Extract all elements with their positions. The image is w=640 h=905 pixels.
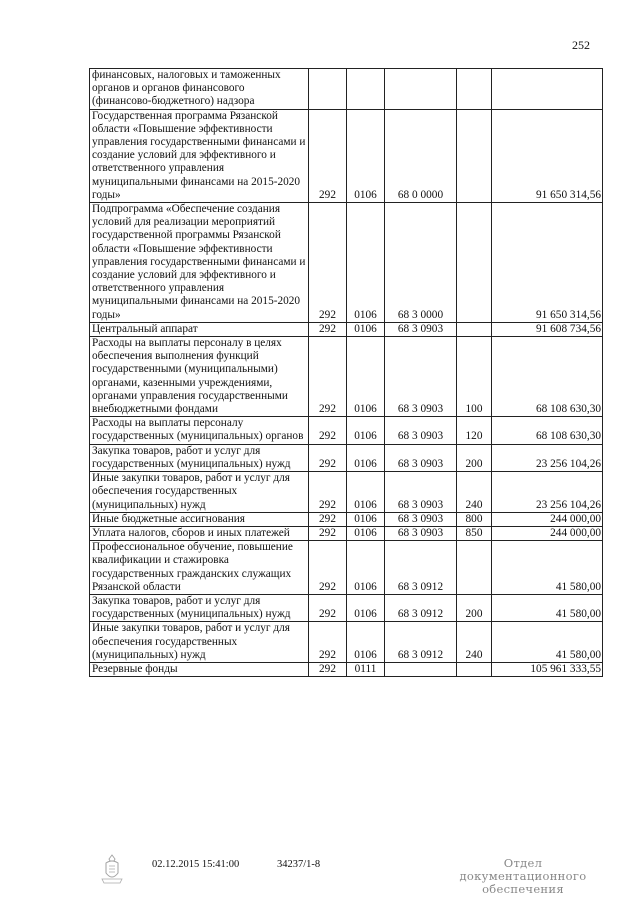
cell-name: Резервные фонды xyxy=(90,662,309,676)
page-footer xyxy=(0,853,640,896)
cell-name: Профессиональное обучение, повышение квалификации и стажировка государственных гражданских служащих Рязанской области xyxy=(90,541,309,595)
cell-code: 292 xyxy=(309,512,347,526)
cell-code: 292 xyxy=(309,322,347,336)
cell-code: 292 xyxy=(309,526,347,540)
cell-section: 0106 xyxy=(347,526,385,540)
table-row xyxy=(90,526,603,540)
cell-expense-type: 240 xyxy=(457,472,492,513)
crest-icon xyxy=(99,853,125,885)
stamp-line-2: обеспечения xyxy=(482,882,564,896)
cell-expense-type xyxy=(457,541,492,595)
table-row xyxy=(90,622,603,663)
cell-name: Уплата налогов, сборов и иных платежей xyxy=(90,526,309,540)
cell-section: 0106 xyxy=(347,472,385,513)
stamp-line-1: Отдел документационного xyxy=(459,856,587,883)
cell-expense-type xyxy=(457,203,492,323)
budget-table-wrapper xyxy=(89,68,603,677)
cell-section: 0106 xyxy=(347,203,385,323)
cell-section: 0106 xyxy=(347,417,385,444)
cell-section: 0106 xyxy=(347,337,385,417)
cell-code: 292 xyxy=(309,622,347,663)
table-row xyxy=(90,594,603,621)
cell-section: 0111 xyxy=(347,662,385,676)
cell-expense-type: 800 xyxy=(457,512,492,526)
cell-amount xyxy=(492,69,603,110)
table-row xyxy=(90,541,603,595)
cell-name: Иные закупки товаров, работ и услуг для обеспечения государственных (муниципальных) нужд xyxy=(90,472,309,513)
cell-expense-type: 240 xyxy=(457,622,492,663)
cell-code: 292 xyxy=(309,444,347,471)
cell-name: Центральный аппарат xyxy=(90,322,309,336)
cell-amount: 68 108 630,30 xyxy=(492,417,603,444)
cell-target-article: 68 3 0912 xyxy=(385,594,457,621)
table-row xyxy=(90,322,603,336)
cell-target-article: 68 3 0000 xyxy=(385,203,457,323)
cell-target-article xyxy=(385,662,457,676)
budget-table xyxy=(89,68,603,677)
cell-code: 292 xyxy=(309,541,347,595)
cell-target-article: 68 3 0903 xyxy=(385,337,457,417)
cell-code: 292 xyxy=(309,594,347,621)
cell-expense-type: 850 xyxy=(457,526,492,540)
cell-name: финансовых, налоговых и таможенных органов и органов финансового (финансово-бюджетного) надзора xyxy=(90,69,309,110)
cell-section: 0106 xyxy=(347,594,385,621)
table-row xyxy=(90,69,603,110)
table-row xyxy=(90,444,603,471)
cell-name: Закупка товаров, работ и услуг для государственных (муниципальных) нужд xyxy=(90,444,309,471)
budget-table-body xyxy=(90,69,603,677)
cell-section: 0106 xyxy=(347,622,385,663)
cell-code: 292 xyxy=(309,472,347,513)
table-row xyxy=(90,203,603,323)
cell-amount: 68 108 630,30 xyxy=(492,337,603,417)
department-stamp xyxy=(448,857,598,896)
cell-expense-type: 200 xyxy=(457,444,492,471)
cell-amount: 244 000,00 xyxy=(492,512,603,526)
cell-section: 0106 xyxy=(347,444,385,471)
cell-amount: 23 256 104,26 xyxy=(492,444,603,471)
cell-target-article: 68 3 0903 xyxy=(385,417,457,444)
footer-doc-number: 34237/1-8 xyxy=(277,859,321,870)
table-row xyxy=(90,472,603,513)
cell-expense-type xyxy=(457,109,492,202)
cell-target-article: 68 3 0903 xyxy=(385,512,457,526)
cell-amount: 41 580,00 xyxy=(492,594,603,621)
table-row xyxy=(90,662,603,676)
cell-expense-type xyxy=(457,322,492,336)
cell-expense-type xyxy=(457,662,492,676)
cell-expense-type xyxy=(457,69,492,110)
cell-code: 292 xyxy=(309,203,347,323)
cell-code: 292 xyxy=(309,662,347,676)
table-row xyxy=(90,512,603,526)
table-row xyxy=(90,109,603,202)
cell-amount: 23 256 104,26 xyxy=(492,472,603,513)
table-row xyxy=(90,337,603,417)
cell-target-article: 68 3 0903 xyxy=(385,526,457,540)
cell-section: 0106 xyxy=(347,322,385,336)
table-row xyxy=(90,417,603,444)
cell-amount: 91 650 314,56 xyxy=(492,203,603,323)
page-number: 252 xyxy=(572,38,590,52)
cell-target-article: 68 0 0000 xyxy=(385,109,457,202)
cell-name: Государственная программа Рязанской области «Повышение эффективности управления государственными финансами и создание условий для эффективного и ответственного управления муниципальными финансами на 2015-2020 годы» xyxy=(90,109,309,202)
cell-amount: 41 580,00 xyxy=(492,541,603,595)
cell-target-article: 68 3 0912 xyxy=(385,622,457,663)
cell-name: Иные бюджетные ассигнования xyxy=(90,512,309,526)
cell-name: Расходы на выплаты персоналу в целях обеспечения выполнения функций государственными (муниципальными) органами, казенными учреждениями, органами управления государственными внебюджетными фондами xyxy=(90,337,309,417)
cell-name: Закупка товаров, работ и услуг для государственных (муниципальных) нужд xyxy=(90,594,309,621)
cell-code: 292 xyxy=(309,109,347,202)
cell-name: Иные закупки товаров, работ и услуг для обеспечения государственных (муниципальных) нужд xyxy=(90,622,309,663)
cell-expense-type: 120 xyxy=(457,417,492,444)
cell-code: 292 xyxy=(309,337,347,417)
cell-section: 0106 xyxy=(347,109,385,202)
cell-code: 292 xyxy=(309,417,347,444)
cell-name: Расходы на выплаты персоналу государственных (муниципальных) органов xyxy=(90,417,309,444)
cell-expense-type: 100 xyxy=(457,337,492,417)
cell-target-article: 68 3 0903 xyxy=(385,472,457,513)
cell-amount: 244 000,00 xyxy=(492,526,603,540)
cell-amount: 41 580,00 xyxy=(492,622,603,663)
cell-section: 0106 xyxy=(347,512,385,526)
cell-amount: 105 961 333,55 xyxy=(492,662,603,676)
cell-amount: 91 608 734,56 xyxy=(492,322,603,336)
cell-section xyxy=(347,69,385,110)
cell-section: 0106 xyxy=(347,541,385,595)
cell-code xyxy=(309,69,347,110)
cell-target-article: 68 3 0903 xyxy=(385,444,457,471)
cell-target-article: 68 3 0912 xyxy=(385,541,457,595)
cell-name: Подпрограмма «Обеспечение создания условий для реализации мероприятий государственной программы Рязанской области «Повышение эффективности управления государственными финансами и создание условий для эффективного и ответственного управления муниципальными финансами на 2015-2020 годы» xyxy=(90,203,309,323)
cell-amount: 91 650 314,56 xyxy=(492,109,603,202)
cell-target-article: 68 3 0903 xyxy=(385,322,457,336)
footer-timestamp: 02.12.2015 15:41:00 xyxy=(152,859,240,870)
cell-expense-type: 200 xyxy=(457,594,492,621)
cell-target-article xyxy=(385,69,457,110)
